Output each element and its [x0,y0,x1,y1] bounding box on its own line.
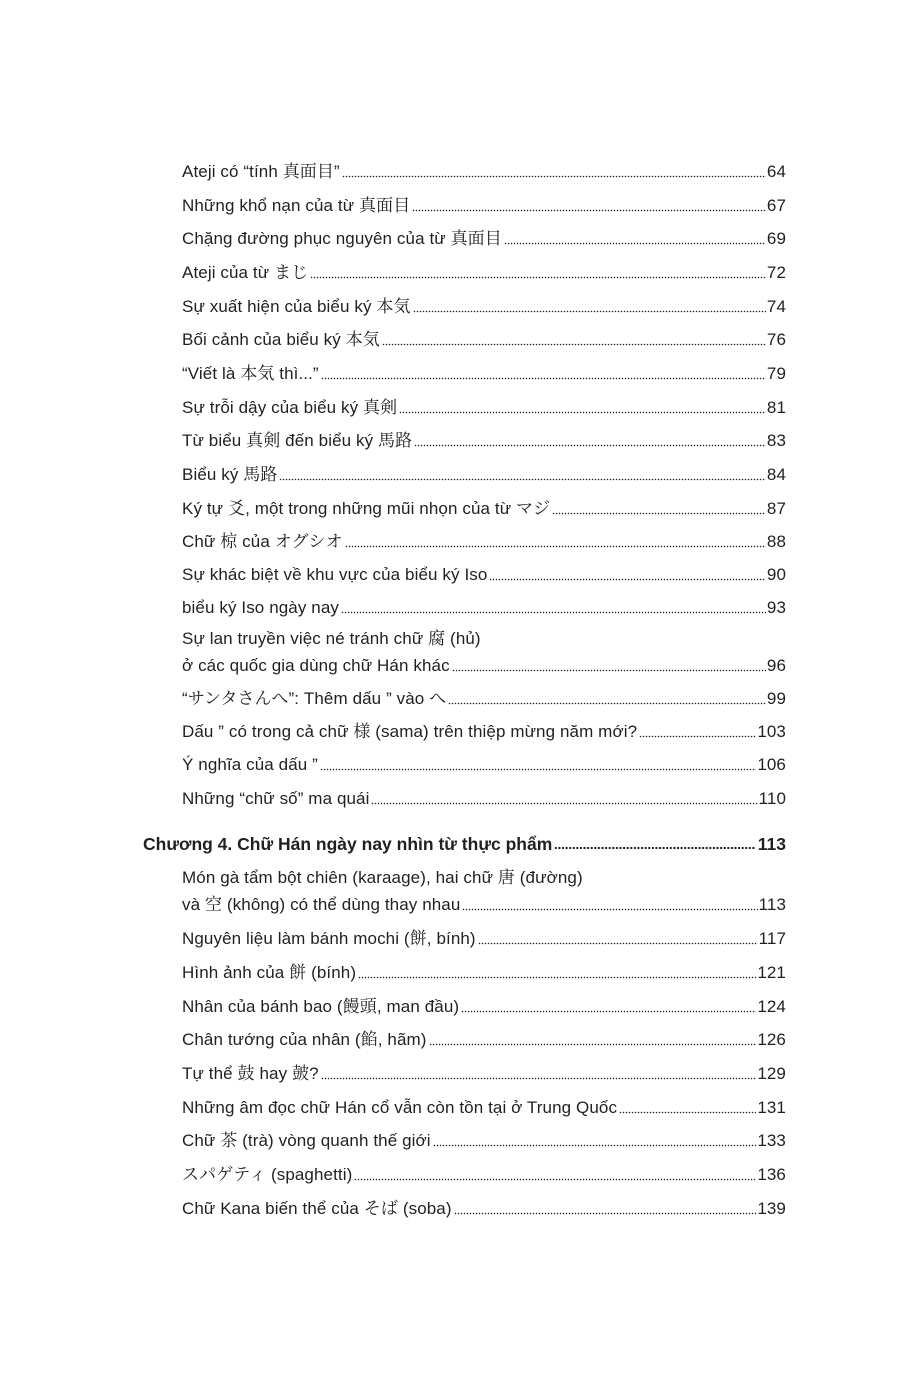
toc-entry-page: 113 [758,895,786,914]
dot-leader [414,443,766,447]
dot-leader [354,1177,756,1181]
toc-entry-page: 136 [757,1165,786,1184]
toc-entry-title: スパゲティ (spaghetti) [182,1165,353,1184]
toc-entry-page: 90 [766,565,786,584]
toc-entry-title-line1: Món gà tẩm bột chiên (karaage), hai chữ 唐 (đường) [182,868,583,887]
toc-entry-title: Sự khác biệt về khu vực của biểu ký Iso [182,565,488,584]
toc-entry-page: 79 [766,364,786,383]
dot-leader [412,208,766,212]
toc-entry-title: Sự xuất hiện của biểu ký 本気 [182,297,411,316]
toc-entry-title: Dấu ” có trong cả chữ 様 (sama) trên thiệp mừng năm mới? [182,722,638,741]
toc-entry-title: Những khổ nạn của từ 真面目 [182,196,411,215]
toc-entry-page: 124 [757,997,786,1016]
toc-entry-title: “サンタさんへ”: Thêm dấu ” vào へ [182,689,447,708]
toc-entry[interactable] [182,789,786,809]
toc-entry-title: Chữ Kana biến thể của そば (soba) [182,1199,452,1218]
toc-entry[interactable] [182,162,786,182]
toc-entry-title: Chữ 茶 (trà) vòng quanh thế giới [182,1131,431,1150]
toc-entry[interactable] [182,1098,786,1118]
dot-leader [320,767,756,771]
toc-entry-page: 131 [757,1098,786,1117]
toc-entry[interactable] [182,297,786,317]
dot-leader [382,342,766,346]
toc-entry-page: 117 [758,929,786,948]
toc-entry[interactable] [182,1165,786,1185]
toc-entry[interactable] [182,963,786,983]
toc-entry[interactable] [182,598,786,618]
toc-entry-page: 133 [757,1131,786,1150]
toc-entry-page: 76 [766,330,786,349]
dot-leader [639,734,756,738]
dot-leader [345,544,766,548]
dot-leader [448,701,766,705]
toc-entry-title: Từ biểu 真剣 đến biểu ký 馬路 [182,431,413,450]
dot-leader [342,174,766,178]
dot-leader [504,241,766,245]
dot-leader [399,410,766,414]
dot-leader [321,1076,757,1080]
toc-entry-title: Chặng đường phục nguyên của từ 真面目 [182,229,502,248]
toc-entry[interactable] [182,1030,786,1050]
toc-entry-page: 64 [766,162,786,181]
toc-entry[interactable] [182,229,786,249]
dot-leader [279,477,765,481]
toc-entry-title: Hình ảnh của 餅 (bính) [182,963,357,982]
toc-entry[interactable] [182,398,786,418]
toc-entry-page: 67 [766,196,786,215]
dot-leader [429,1042,757,1046]
toc-entry-multiline[interactable] [182,629,786,676]
toc-entry-title: Ý nghĩa của dấu ” [182,755,318,774]
toc-entry[interactable] [182,263,786,283]
toc-entry[interactable] [182,499,786,519]
dot-leader [358,975,756,979]
toc-entry[interactable] [182,330,786,350]
dot-leader [478,941,758,945]
dot-leader [321,376,766,380]
dot-leader [489,577,765,581]
toc-entry[interactable] [182,565,786,585]
toc-entry-title: Bối cảnh của biểu ký 本気 [182,330,380,349]
toc-entry-page: 99 [766,689,786,708]
toc-entry-title: Ateji có “tính 真面目” [182,162,340,181]
toc-entry[interactable] [182,997,786,1017]
toc-entry[interactable] [182,196,786,216]
toc-entry-page: 88 [766,532,786,551]
dot-leader [619,1110,756,1114]
toc-entry[interactable] [182,1199,786,1219]
chapter-page: 113 [757,834,786,854]
dot-leader [433,1143,757,1147]
toc-entry[interactable] [182,722,786,742]
dot-leader [454,1211,757,1215]
toc-entry[interactable] [182,431,786,451]
toc-entry-page: 96 [766,656,786,675]
toc-entry[interactable] [182,929,786,949]
toc-entry-page: 69 [766,229,786,248]
toc-entry-title: Sự trỗi dậy của biểu ký 真剣 [182,398,398,417]
dot-leader [552,511,766,515]
toc-entry[interactable] [182,689,786,709]
toc-entry[interactable] [182,1064,786,1084]
toc-entry-title: Nhân của bánh bao (饅頭, man đầu) [182,997,460,1016]
dot-leader [413,309,766,313]
toc-entry-multiline[interactable] [182,868,786,915]
toc-entry-title: và 空 (không) có thể dùng thay nhau [182,895,461,914]
dot-leader [462,907,757,911]
toc-entry[interactable] [182,755,786,775]
dot-leader [461,1009,756,1013]
toc-entry-page: 83 [766,431,786,450]
toc-entry-page: 139 [757,1199,786,1218]
toc-entry-page: 72 [766,263,786,282]
toc-entry-title: Ateji của từ まじ [182,263,309,282]
chapter-heading[interactable] [143,834,786,854]
toc-entry[interactable] [182,465,786,485]
toc-entry-title: biểu ký Iso ngày nay [182,598,339,617]
chapter-title: Chương 4. Chữ Hán ngày nay nhìn từ thực phẩm [143,834,553,854]
toc-entry-page: 110 [758,789,786,808]
toc-entry-page: 106 [757,755,786,774]
toc-entry-page: 93 [766,598,786,617]
toc-entry-title: Chữ 椋 của オグシオ [182,532,343,551]
toc-entry-title: Những “chữ số” ma quái [182,789,370,808]
toc-entry-page: 84 [766,465,786,484]
dot-leader [452,668,766,672]
toc-entry-title: Ký tự 爻, một trong những mũi nhọn của từ マジ [182,499,551,518]
toc-entry[interactable] [182,532,786,552]
dot-leader [310,275,766,279]
toc-entry-title: Chân tướng của nhân (餡, hãm) [182,1030,427,1049]
toc-entry-title: Những âm đọc chữ Hán cổ vẫn còn tồn tại ở Trung Quốc [182,1098,618,1117]
dot-leader [554,846,755,850]
toc-entry[interactable] [182,364,786,384]
toc-entry-page: 74 [766,297,786,316]
toc-entry-title: Tự thể 鼓 hay 皷? [182,1064,319,1083]
toc-entry-page: 126 [757,1030,786,1049]
dot-leader [371,801,757,805]
toc-entry-page: 121 [757,963,786,982]
toc-entry-title: ở các quốc gia dùng chữ Hán khác [182,656,450,675]
dot-leader [341,610,766,614]
toc-entry[interactable] [182,1131,786,1151]
toc-entry-page: 81 [766,398,786,417]
toc-entry-page: 129 [757,1064,786,1083]
toc-entry-title: Nguyên liệu làm bánh mochi (餅, bính) [182,929,476,948]
toc-entry-page: 87 [766,499,786,518]
toc-entry-title-line1: Sự lan truyền việc né tránh chữ 腐 (hủ) [182,629,481,648]
toc-entry-title: “Viết là 本気 thì...” [182,364,319,383]
toc-entry-page: 103 [757,722,786,741]
toc-entry-title: Biểu ký 馬路 [182,465,278,484]
